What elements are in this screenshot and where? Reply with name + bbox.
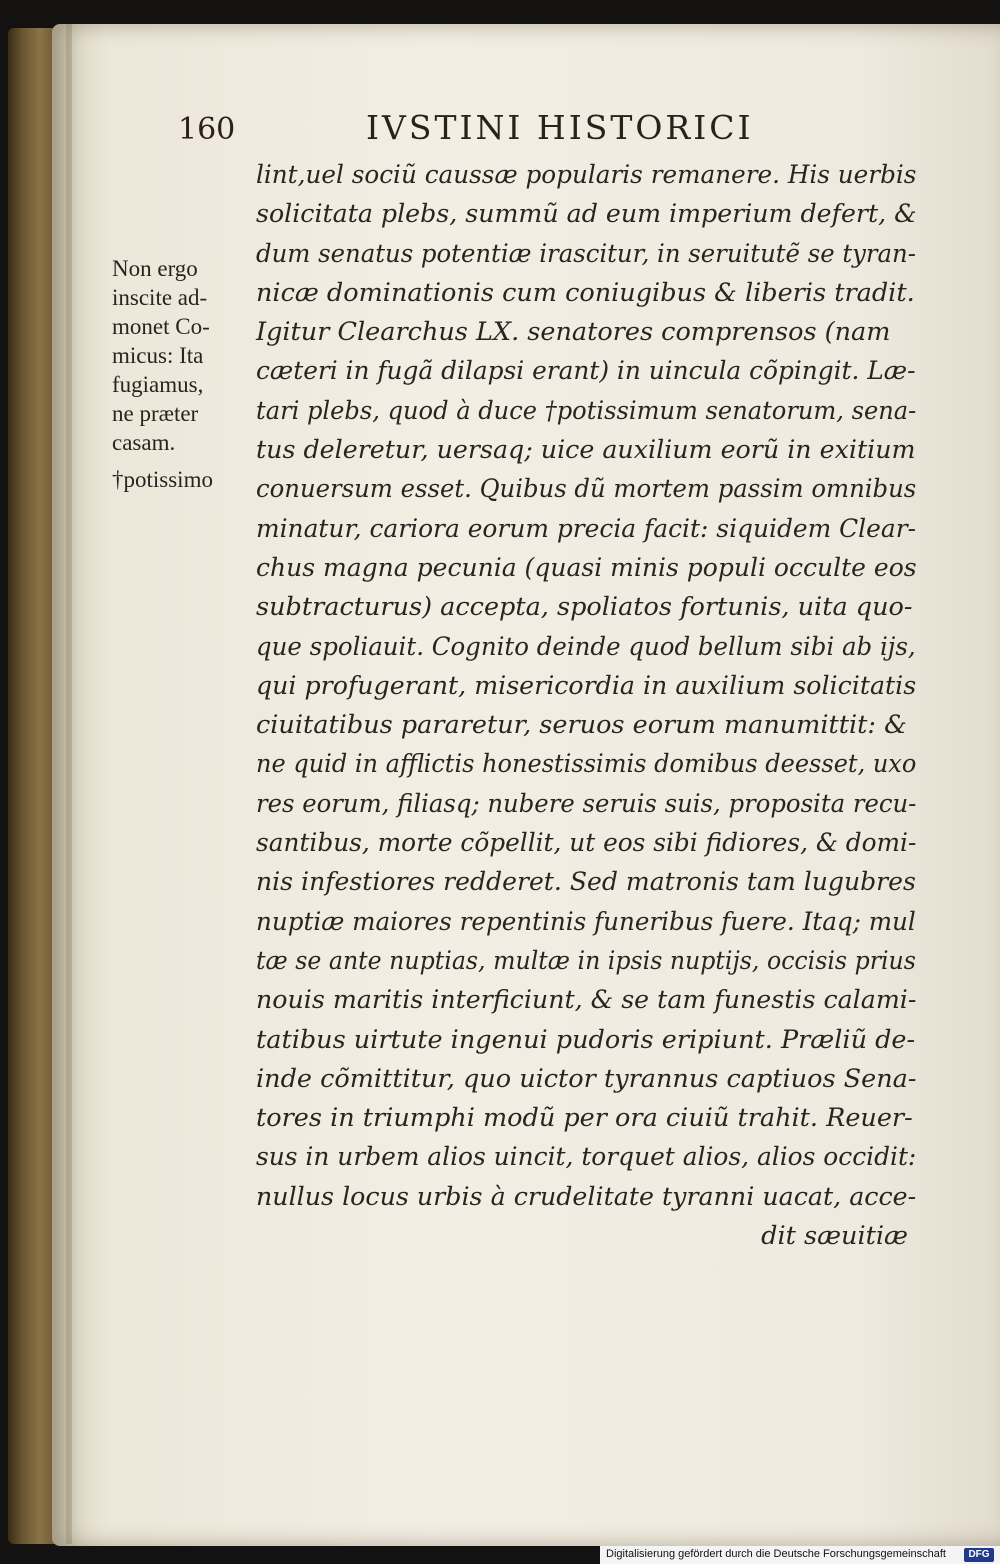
text-line: cæteri in fugã dilapsi erant) in uincula cõpingit. Læ- (256, 356, 916, 387)
text-line: subtracturus) accepta, spoliatos fortunis, uita quo- (256, 592, 913, 623)
text-line: nullus locus urbis à crudelitate tyranni uacat, acce- (256, 1181, 917, 1212)
text-line: que spoliauit. Cognito deinde quod bellum sibi ab ijs, (256, 631, 916, 662)
text-line: res eorum, filiasq; nubere seruis suis, proposita recu- (256, 788, 917, 819)
text-line: minatur, cariora eorum precia facit: siquidem Clear- (256, 513, 917, 544)
gutter-shadow (66, 24, 72, 1544)
marginal-line: Non ergo (112, 256, 198, 281)
text-line: nicæ dominationis cum coniugibus & liberis tradit. (256, 277, 915, 308)
text-line: nis infestiores redderet. Sed matronis tam lugubres (256, 867, 916, 898)
text-line: tus deleretur, uersaq; uice auxilium eorũ in exitium (256, 435, 916, 466)
marginal-line: casam. (112, 430, 176, 455)
digitization-credit: Digitalisierung gefördert durch die Deutsche Forschungsgemeinschaft (606, 1548, 946, 1560)
text-line: tores in triumphi modũ per ora ciuiũ trahit. Reuer- (256, 1103, 913, 1134)
text-line: inde cõmittitur, quo uictor tyrannus captiuos Sena- (256, 1063, 917, 1094)
marginal-line: fugiamus, (112, 372, 204, 397)
text-line: chus magna pecunia (quasi minis populi occulte eos (256, 552, 917, 583)
marginal-note (112, 254, 258, 494)
marginal-line: micus: Ita (112, 343, 204, 368)
text-line: tari plebs, quod à duce †potissimum senatorum, sena- (256, 395, 917, 426)
text-line: ne quid in afflictis honestissimis domibus deesset, uxo (256, 749, 917, 780)
text-line: nouis maritis interficiunt, & se tam funestis calami- (256, 985, 917, 1016)
marginal-line: monet Co- (112, 314, 210, 339)
text-line: santibus, morte cõpellit, ut eos sibi fidiores, & domi- (256, 828, 917, 859)
text-line: qui profugerant, misericordia in auxilium solicitatis (256, 670, 917, 701)
text-line: conuersum esset. Quibus dũ mortem passim omnibus (256, 474, 917, 505)
text-line: dum senatus potentiæ irascitur, in seruitutẽ se tyran- (256, 238, 916, 269)
text-line: nuptiæ maiores repentinis funeribus fuere. Itaq; mul (256, 906, 916, 937)
page-number: 160 (178, 112, 236, 147)
text-line: lint,uel sociũ caussæ popularis remanere. His uerbis (256, 160, 917, 190)
catchword: dit sæuitiæ (761, 1221, 908, 1252)
marginal-gloss: †potissimo (112, 467, 213, 492)
marginal-line: ne præter (112, 401, 199, 426)
text-line: Igitur Clearchus LX. senatores comprensos (nam (256, 317, 891, 348)
dfg-logo-icon: DFG (964, 1548, 994, 1562)
running-title: IVSTINI HISTORICI (366, 108, 754, 147)
text-line: tatibus uirtute ingenui pudoris eripiunt. Præliũ de- (256, 1024, 916, 1055)
marginal-line: inscite ad- (112, 285, 208, 310)
body-text (256, 156, 916, 1256)
text-line: ciuitatibus pararetur, seruos eorum manumittit: & (256, 710, 907, 741)
text-line: sus in urbem alios uincit, torquet alios, alios occidit: (256, 1142, 917, 1173)
text-line: tæ se ante nuptias, multæ in ipsis nuptijs, occisis prius (256, 945, 916, 976)
text-line: solicitata plebs, summũ ad eum imperium defert, & (256, 199, 917, 230)
